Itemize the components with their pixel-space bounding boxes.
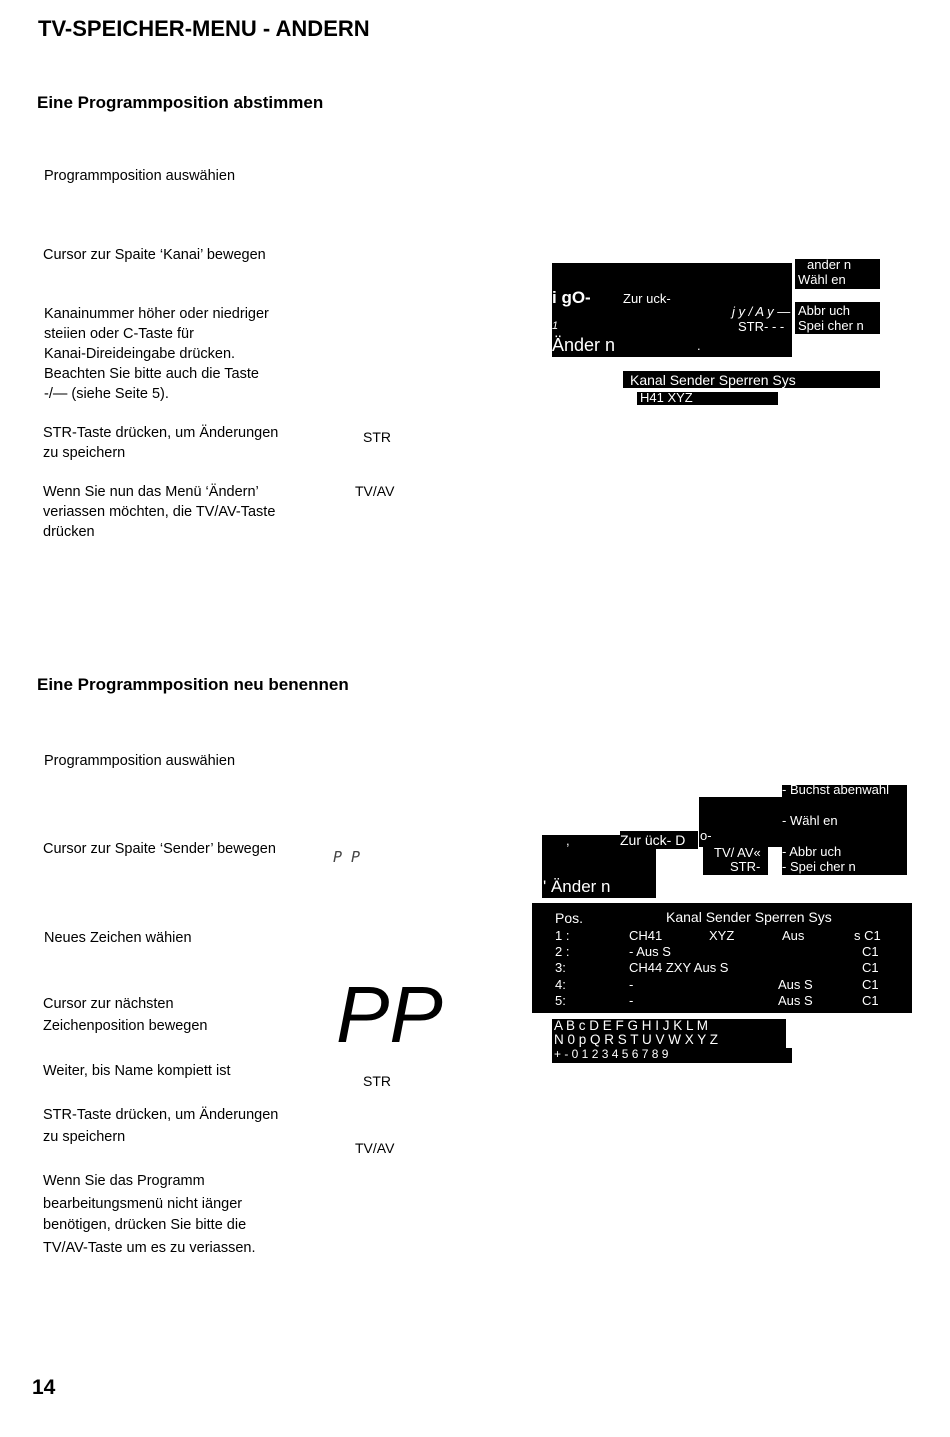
s2-row-sperren: Aus S: [778, 993, 813, 1008]
s2-row-sys: s C1: [854, 928, 881, 943]
s2-key-pp-small: P P: [333, 848, 361, 866]
s1-osd-text: 1: [552, 320, 559, 332]
s2-osd-charset-row2: N 0 p Q R S T U V W X Y Z: [554, 1032, 719, 1047]
s1-step-store-l2: zu speichern: [43, 445, 126, 461]
s1-step-cursor: Cursor zur Spaite ‘Kanai’ bewegen: [43, 247, 266, 263]
s1-osd-waehlen: Wähl en: [798, 272, 846, 287]
s1-osd-str: STR- - -: [738, 319, 785, 334]
s2-row-sender: XYZ: [709, 928, 735, 943]
s2-row-sys: C1: [862, 944, 879, 959]
s2-row-pos: 5:: [555, 993, 566, 1008]
s2-osd-list-header: Kanal Sender Sperren Sys: [666, 909, 832, 925]
s2-row-pos: 2 :: [555, 944, 570, 959]
s2-osd-comma: ,: [566, 833, 570, 848]
s1-step-select: Programmposition auswähien: [44, 168, 236, 184]
s2-osd-zuruck: Zur ück- D: [620, 832, 686, 848]
s2-step-char: Neues Zeichen wähien: [44, 930, 192, 946]
s1-osd-dot: .: [697, 338, 701, 353]
s2-step-exit-l1: Wenn Sie das Programm: [43, 1173, 205, 1189]
section2-heading: Eine Programmposition neu benennen: [37, 675, 349, 694]
s1-step-exit-l2: veriassen möchten, die TV/AV-Taste: [43, 504, 276, 520]
s2-step-exit-l4: TV/AV-Taste um es zu veriassen.: [43, 1240, 256, 1256]
s2-row-kanal: -: [629, 993, 634, 1008]
s2-row-kanal: -: [629, 977, 634, 992]
s2-key-pp-large: PP: [336, 970, 443, 1059]
s1-step-exit-l1: Wenn Sie nun das Menü ‘Ändern’: [43, 484, 259, 500]
s1-step-store-l1: STR-Taste drücken, um Änderungen: [43, 425, 279, 441]
section1-heading: Eine Programmposition abstimmen: [37, 93, 324, 112]
page-title: TV-SPEICHER-MENU - ANDERN: [38, 16, 370, 41]
s2-step-exit-l3: benötigen, drücken Sie bitte die: [43, 1217, 247, 1233]
s1-step-channel-l5: -/— (siehe Seite 5).: [44, 386, 169, 402]
s1-osd-zuruck: Zur uck-: [623, 291, 671, 306]
page-number: 14: [32, 1376, 56, 1399]
s1-osd-table-row: H41 XYZ: [640, 390, 693, 405]
s2-osd-speichern: - Spei cher n: [782, 859, 856, 874]
s1-osd-aendern: Änder n: [552, 335, 616, 355]
s1-osd-arrow-keys: j y / A y —: [732, 304, 791, 319]
s2-osd-abbruch: - Abbr uch: [782, 844, 842, 859]
s2-step-exit-l2: bearbeitungsmenü nicht iänger: [43, 1196, 243, 1212]
s2-row-sys: C1: [862, 960, 879, 975]
s2-step-select: Programmposition auswähien: [44, 753, 236, 769]
s2-osd-o: o-: [700, 828, 712, 843]
s2-osd-str: STR-: [730, 859, 761, 874]
s2-step-store-l2: zu speichern: [43, 1129, 126, 1145]
s2-osd-tvav: TV/ AV«: [714, 845, 761, 860]
s2-row-sys: C1: [862, 993, 879, 1008]
s1-step-channel-l3: Kanai-Direideingabe drücken.: [44, 346, 236, 362]
s2-row-kanal: CH44 ZXY Aus S: [629, 960, 729, 975]
s1-step-channel-l4: Beachten Sie bitte auch die Taste: [44, 366, 259, 382]
s2-step-next-l1: Cursor zur nächsten: [43, 996, 174, 1012]
s2-osd-list-pos: Pos.: [555, 910, 584, 926]
s2-osd-charset-row1: A B c D E F G H I J K L M: [554, 1018, 709, 1033]
s2-row-sys: C1: [862, 977, 879, 992]
s1-osd-aendern-label: ander n: [807, 257, 852, 272]
s2-row-sperren: Aus S: [778, 977, 813, 992]
s2-step-cursor: Cursor zur Spaite ‘Sender’ bewegen: [43, 841, 276, 857]
s2-step-next-l2: Zeichenposition bewegen: [43, 1018, 208, 1034]
s2-row-pos: 3:: [555, 960, 566, 975]
s1-osd-table-header: Kanal Sender Sperren Sys: [630, 372, 796, 388]
s2-row-pos: 1 :: [555, 928, 570, 943]
s1-osd-speichern: Spei cher n: [798, 318, 864, 333]
s1-step-channel-l1: Kanainummer höher oder niedriger: [44, 306, 269, 322]
s1-key-str: STR: [363, 429, 391, 445]
s1-osd-text: i gO-: [552, 288, 591, 307]
s2-row-kanal: CH41: [629, 928, 663, 943]
s1-step-exit-l3: drücken: [43, 524, 95, 540]
s2-key-str: STR: [363, 1073, 391, 1089]
s1-key-tvav: TV/AV: [355, 483, 395, 499]
s2-osd-waehlen: - Wähl en: [782, 813, 838, 828]
s2-osd-charset-tail: [762, 1048, 792, 1063]
s2-osd-buchstabenwahl: - Buchst abenwahl: [782, 782, 889, 797]
s2-key-tvav: TV/AV: [355, 1140, 395, 1156]
s1-osd-abbruch: Abbr uch: [798, 303, 851, 318]
s2-step-store-l1: STR-Taste drücken, um Änderungen: [43, 1107, 279, 1123]
s2-row-kanal: - Aus S: [629, 944, 671, 959]
s2-row-sperren: Aus: [782, 928, 805, 943]
s2-step-continue: Weiter, bis Name kompiett ist: [43, 1063, 231, 1079]
s2-osd-aendern: ' Änder n: [543, 877, 611, 896]
s1-step-channel-l2: steiien oder C-Taste für: [44, 326, 194, 342]
s2-row-pos: 4:: [555, 977, 566, 992]
s2-osd-charset-row3: + - 0 1 2 3 4 5 6 7 8 9: [554, 1047, 669, 1061]
